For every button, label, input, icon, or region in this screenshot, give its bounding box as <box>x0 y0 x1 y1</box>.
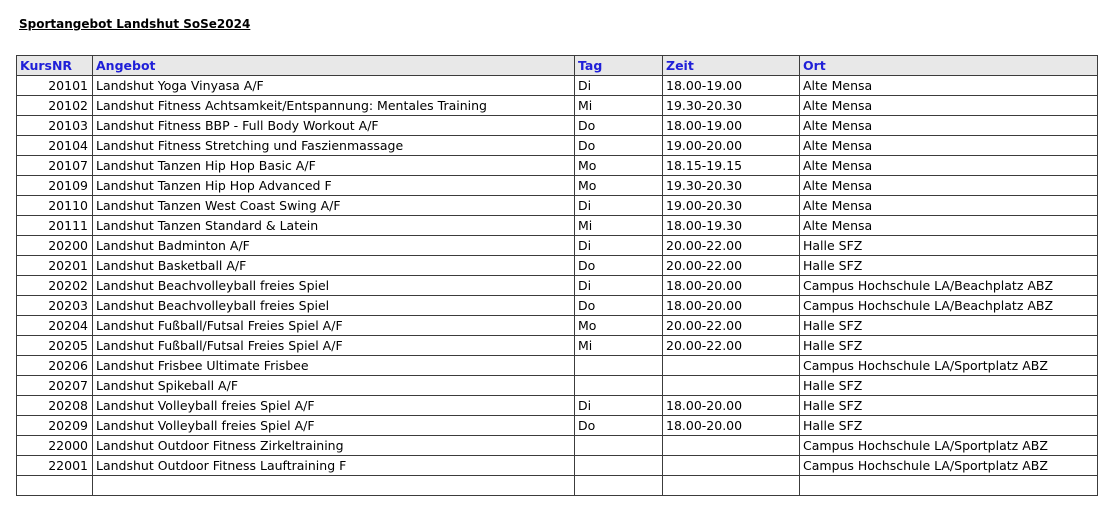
cell-zeit: 19.00-20.00 <box>663 136 800 156</box>
cell-angebot: Landshut Outdoor Fitness Lauftraining F <box>93 456 575 476</box>
cell-ort: Halle SFZ <box>800 376 1098 396</box>
table-row <box>17 236 1098 256</box>
cell-ort: Halle SFZ <box>800 316 1098 336</box>
cell-ort: Campus Hochschule LA/Sportplatz ABZ <box>800 456 1098 476</box>
cell-ort: Alte Mensa <box>800 136 1098 156</box>
cell-ort: Alte Mensa <box>800 196 1098 216</box>
cell-zeit: 20.00-22.00 <box>663 236 800 256</box>
cell-ort: Halle SFZ <box>800 236 1098 256</box>
cell-ort: Alte Mensa <box>800 96 1098 116</box>
table-row <box>17 96 1098 116</box>
cell-angebot: Landshut Fußball/Futsal Freies Spiel A/F <box>93 316 575 336</box>
cell-ort: Campus Hochschule LA/Sportplatz ABZ <box>800 436 1098 456</box>
cell-zeit <box>663 436 800 456</box>
cell-tag: Do <box>575 296 663 316</box>
cell-tag: Mi <box>575 216 663 236</box>
cell-angebot: Landshut Outdoor Fitness Zirkeltraining <box>93 436 575 456</box>
table-row <box>17 396 1098 416</box>
cell-kursnr: 20101 <box>17 76 93 96</box>
cell-zeit: 18.00-20.00 <box>663 276 800 296</box>
cell-kursnr: 20201 <box>17 256 93 276</box>
cell-ort: Halle SFZ <box>800 256 1098 276</box>
cell-angebot: Landshut Beachvolleyball freies Spiel <box>93 296 575 316</box>
cell-kursnr: 20204 <box>17 316 93 336</box>
cell-angebot: Landshut Badminton A/F <box>93 236 575 256</box>
cell-angebot: Landshut Yoga Vinyasa A/F <box>93 76 575 96</box>
table-row <box>17 316 1098 336</box>
cell-angebot: Landshut Beachvolleyball freies Spiel <box>93 276 575 296</box>
cell-tag: Do <box>575 416 663 436</box>
cell-kursnr: 20203 <box>17 296 93 316</box>
cell-zeit: 18.00-20.00 <box>663 396 800 416</box>
cell-ort: Halle SFZ <box>800 396 1098 416</box>
table-row <box>17 116 1098 136</box>
cell-kursnr: 22000 <box>17 436 93 456</box>
cell-tag: Di <box>575 196 663 216</box>
cell-tag <box>575 456 663 476</box>
header-kursnr: KursNR <box>17 56 93 76</box>
table-row <box>17 436 1098 456</box>
cell-angebot: Landshut Volleyball freies Spiel A/F <box>93 396 575 416</box>
cell-angebot: Landshut Spikeball A/F <box>93 376 575 396</box>
table-row <box>17 296 1098 316</box>
cell-kursnr: 22001 <box>17 456 93 476</box>
cell-tag: Mo <box>575 156 663 176</box>
table-row <box>17 456 1098 476</box>
cell-kursnr: 20200 <box>17 236 93 256</box>
cell-angebot: Landshut Fitness Stretching und Faszienmassage <box>93 136 575 156</box>
cell-angebot: Landshut Tanzen Hip Hop Advanced F <box>93 176 575 196</box>
cell-tag <box>575 356 663 376</box>
cell-zeit: 19.30-20.30 <box>663 96 800 116</box>
cell-ort: Campus Hochschule LA/Beachplatz ABZ <box>800 296 1098 316</box>
table-header-row <box>17 56 1098 76</box>
cell-kursnr: 20102 <box>17 96 93 116</box>
cell-kursnr: 20109 <box>17 176 93 196</box>
cell-ort: Campus Hochschule LA/Beachplatz ABZ <box>800 276 1098 296</box>
cell-ort: Halle SFZ <box>800 416 1098 436</box>
table-row <box>17 276 1098 296</box>
cell-zeit: 18.00-19.00 <box>663 76 800 96</box>
cell-ort <box>800 476 1098 496</box>
table-row <box>17 176 1098 196</box>
cell-kursnr: 20111 <box>17 216 93 236</box>
cell-kursnr <box>17 476 93 496</box>
cell-tag: Mi <box>575 336 663 356</box>
cell-tag: Di <box>575 236 663 256</box>
table-row <box>17 336 1098 356</box>
cell-zeit: 18.00-20.00 <box>663 296 800 316</box>
cell-ort: Alte Mensa <box>800 216 1098 236</box>
cell-zeit <box>663 456 800 476</box>
cell-tag: Di <box>575 276 663 296</box>
cell-ort: Alte Mensa <box>800 76 1098 96</box>
document-title: Sportangebot Landshut SoSe2024 <box>19 17 251 31</box>
cell-zeit <box>663 476 800 496</box>
cell-kursnr: 20107 <box>17 156 93 176</box>
cell-ort: Alte Mensa <box>800 176 1098 196</box>
cell-angebot: Landshut Basketball A/F <box>93 256 575 276</box>
cell-kursnr: 20205 <box>17 336 93 356</box>
cell-ort: Alte Mensa <box>800 116 1098 136</box>
cell-kursnr: 20202 <box>17 276 93 296</box>
table-row <box>17 256 1098 276</box>
cell-angebot: Landshut Fußball/Futsal Freies Spiel A/F <box>93 336 575 356</box>
table-row <box>17 416 1098 436</box>
table-row <box>17 156 1098 176</box>
cell-zeit: 20.00-22.00 <box>663 256 800 276</box>
cell-zeit: 19.00-20.30 <box>663 196 800 216</box>
cell-zeit: 20.00-22.00 <box>663 336 800 356</box>
cell-kursnr: 20104 <box>17 136 93 156</box>
table-row <box>17 476 1098 496</box>
cell-tag: Di <box>575 76 663 96</box>
header-angebot: Angebot <box>93 56 575 76</box>
cell-tag: Do <box>575 136 663 156</box>
cell-kursnr: 20110 <box>17 196 93 216</box>
cell-kursnr: 20103 <box>17 116 93 136</box>
cell-angebot: Landshut Tanzen Standard & Latein <box>93 216 575 236</box>
cell-tag: Mi <box>575 96 663 116</box>
cell-ort: Campus Hochschule LA/Sportplatz ABZ <box>800 356 1098 376</box>
header-zeit: Zeit <box>663 56 800 76</box>
cell-angebot: Landshut Volleyball freies Spiel A/F <box>93 416 575 436</box>
table-row <box>17 196 1098 216</box>
cell-ort: Alte Mensa <box>800 156 1098 176</box>
cell-zeit: 20.00-22.00 <box>663 316 800 336</box>
cell-angebot: Landshut Fitness Achtsamkeit/Entspannung: Mentales Training <box>93 96 575 116</box>
table-body <box>17 76 1098 496</box>
table-row <box>17 216 1098 236</box>
cell-angebot: Landshut Tanzen Hip Hop Basic A/F <box>93 156 575 176</box>
cell-kursnr: 20207 <box>17 376 93 396</box>
cell-angebot: Landshut Fitness BBP - Full Body Workout A/F <box>93 116 575 136</box>
table-row <box>17 76 1098 96</box>
cell-angebot: Landshut Tanzen West Coast Swing A/F <box>93 196 575 216</box>
cell-tag: Mo <box>575 316 663 336</box>
cell-tag: Do <box>575 116 663 136</box>
cell-angebot: Landshut Frisbee Ultimate Frisbee <box>93 356 575 376</box>
cell-zeit: 19.30-20.30 <box>663 176 800 196</box>
cell-tag: Mo <box>575 176 663 196</box>
cell-angebot <box>93 476 575 496</box>
cell-ort: Halle SFZ <box>800 336 1098 356</box>
cell-zeit: 18.00-20.00 <box>663 416 800 436</box>
cell-zeit <box>663 376 800 396</box>
cell-kursnr: 20209 <box>17 416 93 436</box>
cell-kursnr: 20206 <box>17 356 93 376</box>
cell-tag: Do <box>575 256 663 276</box>
cell-zeit: 18.00-19.30 <box>663 216 800 236</box>
cell-kursnr: 20208 <box>17 396 93 416</box>
table-row <box>17 356 1098 376</box>
table-row <box>17 136 1098 156</box>
cell-zeit <box>663 356 800 376</box>
course-table <box>16 55 1098 496</box>
cell-tag: Di <box>575 396 663 416</box>
header-ort: Ort <box>800 56 1098 76</box>
cell-zeit: 18.15-19.15 <box>663 156 800 176</box>
cell-tag <box>575 436 663 456</box>
header-tag: Tag <box>575 56 663 76</box>
cell-tag <box>575 376 663 396</box>
cell-tag <box>575 476 663 496</box>
cell-zeit: 18.00-19.00 <box>663 116 800 136</box>
table-row <box>17 376 1098 396</box>
